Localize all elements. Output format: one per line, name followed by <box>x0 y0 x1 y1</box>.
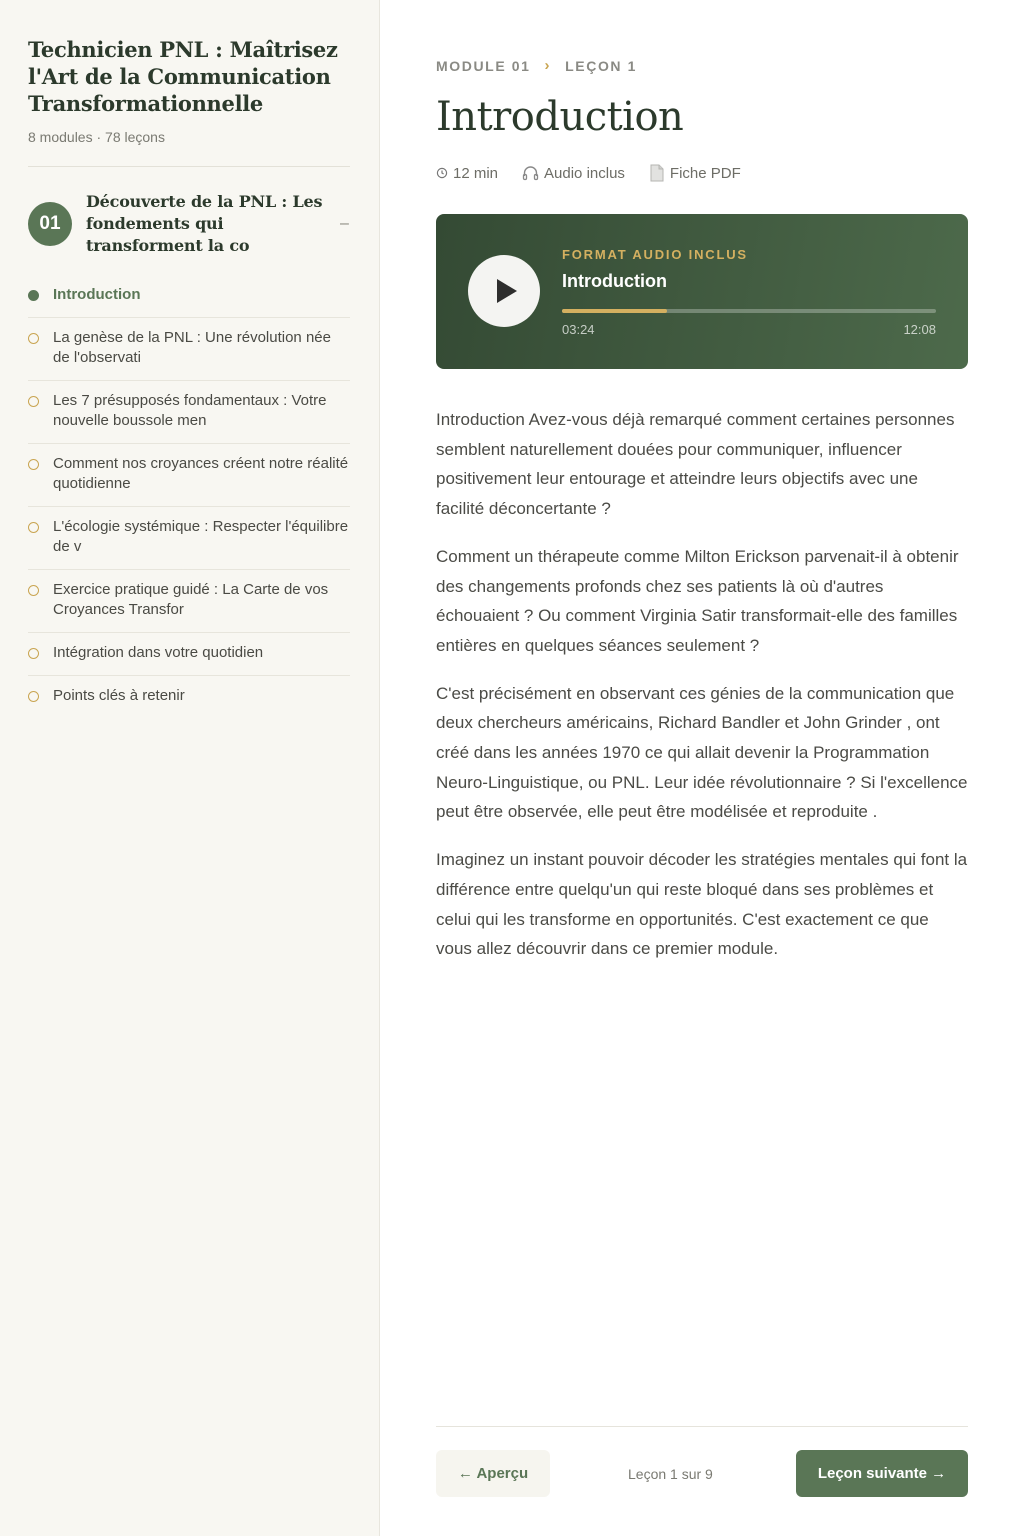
document-icon <box>649 164 665 182</box>
pdf-text: Fiche PDF <box>669 164 741 182</box>
audio-progress-bar[interactable] <box>562 309 936 313</box>
lesson-item-introduction[interactable] <box>28 275 350 318</box>
play-icon <box>497 279 517 303</box>
lesson-status-dot-icon <box>28 691 39 702</box>
lesson-content <box>436 0 968 1536</box>
audio-format-label: FORMAT AUDIO INCLUS <box>562 247 748 262</box>
audio-meta <box>522 165 625 182</box>
paragraph: Comment un thérapeute comme Milton Erickson parvenait-il à obtenir des changements profonds chez ses patients là où d'autres échouaient ? Ou comment Virginia Satir transformait-elle des familles entières en quelques séances seulement ? <box>436 546 959 655</box>
lesson-label: Exercice pratique guidé : La Carte de vos Croyances Transfor <box>53 581 329 618</box>
lesson-body <box>436 405 968 964</box>
lesson-label: Comment nos croyances créent notre réalité quotidienne <box>53 455 349 492</box>
breadcrumb-module[interactable]: MODULE 01 <box>436 57 531 74</box>
lesson-item[interactable] <box>28 676 350 718</box>
clock-icon <box>436 167 448 179</box>
lesson-status-dot-icon <box>28 648 39 659</box>
lesson-status-dot-icon <box>28 522 39 533</box>
lesson-meta <box>436 164 968 182</box>
lesson-label: La genèse de la PNL : Une révolution née de l'observati <box>53 329 331 366</box>
course-title: Technicien PNL : Maîtrisez l'Art de la Communication Transformationnelle <box>28 37 338 116</box>
lesson-item[interactable] <box>28 633 350 676</box>
lesson-status-dot-icon <box>28 585 39 596</box>
duration-meta <box>436 165 498 182</box>
paragraph: C'est précisément en observant ces génies de la communication que deux chercheurs américains, Richard Bandler et John Grinder , ont créé dans les années 1970 ce qui allait devenir la Programmation Neuro-Linguistique, ou PNL. Leur idée révolutionnaire ? Si l'excellence peut être observée, elle peut être modélisée et reproduite . <box>436 683 968 822</box>
paragraph: Introduction Avez-vous déjà remarqué comment certaines personnes semblent naturellement douées pour communiquer, influencer positivement leur entourage et atteindre leurs objectifs avec une facilité déconcertante ? <box>436 410 955 519</box>
lesson-label: Introduction <box>53 286 141 303</box>
lesson-list <box>28 275 350 718</box>
lesson-position: Leçon 1 sur 9 <box>628 1466 713 1482</box>
lesson-label: Les 7 présupposés fondamentaux : Votre nouvelle boussole men <box>53 392 327 429</box>
lesson-label: Points clés à retenir <box>53 687 185 704</box>
paragraph: Imaginez un instant pouvoir décoder les stratégies mentales qui font la différence entre quelqu'un qui reste bloqué dans ses problèmes et celui qui les transforme en opportunités. C'est exactement ce que vous allez découvrir dans ce premier module. <box>436 850 968 959</box>
play-button[interactable] <box>468 255 540 327</box>
current-time: 03:24 <box>562 322 595 337</box>
lesson-item[interactable] <box>28 570 350 633</box>
sidebar-divider <box>28 166 350 167</box>
module-title: Découverte de la PNL : Les fondements qui transforment la co <box>86 192 323 255</box>
previous-button[interactable]: ← Aperçu <box>436 1450 550 1497</box>
pdf-meta[interactable] <box>649 164 741 182</box>
page-title: Introduction <box>436 94 684 140</box>
next-lesson-button[interactable]: Leçon suivante → <box>796 1450 968 1497</box>
lesson-status-dot-icon <box>28 290 39 301</box>
module-number-badge: 01 <box>28 202 72 246</box>
audio-progress-fill <box>562 309 667 313</box>
course-meta: 8 modules · 78 leçons <box>28 129 165 145</box>
audio-text: Audio inclus <box>544 164 625 182</box>
module-header[interactable] <box>28 191 350 257</box>
lesson-status-dot-icon <box>28 396 39 407</box>
lesson-item[interactable] <box>28 507 350 570</box>
breadcrumb-lesson: LEÇON 1 <box>565 57 638 74</box>
lesson-footer <box>436 1426 968 1482</box>
lesson-status-dot-icon <box>28 459 39 470</box>
lesson-label: Intégration dans votre quotidien <box>53 644 264 661</box>
lesson-status-dot-icon <box>28 333 39 344</box>
collapse-icon[interactable]: – <box>340 215 349 232</box>
audio-player <box>436 214 968 369</box>
lesson-label: L'écologie systémique : Respecter l'équilibre de v <box>53 518 349 555</box>
breadcrumb <box>436 57 968 74</box>
duration-text: 12 min <box>453 164 499 182</box>
total-time: 12:08 <box>903 322 936 337</box>
lesson-item[interactable] <box>28 444 350 507</box>
course-sidebar <box>0 0 380 1536</box>
chevron-right-icon: › <box>544 57 552 74</box>
audio-track-title: Introduction <box>562 271 667 291</box>
headphones-icon <box>522 165 539 181</box>
lesson-item[interactable] <box>28 318 350 381</box>
lesson-item[interactable] <box>28 381 350 444</box>
